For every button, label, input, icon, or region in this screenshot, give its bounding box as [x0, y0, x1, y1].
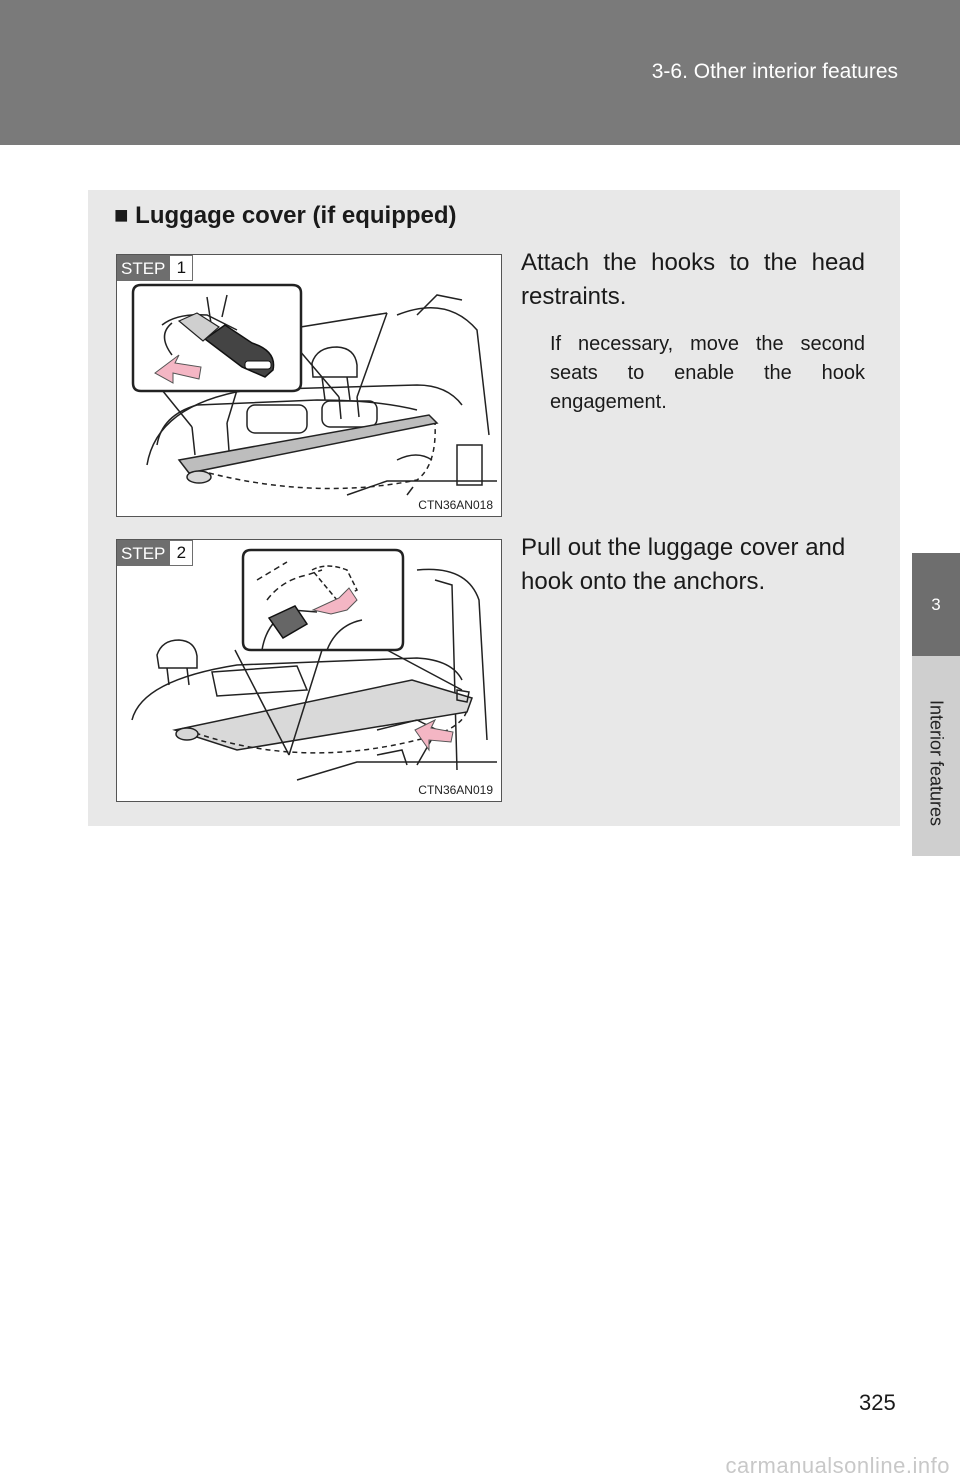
- watermark-text: carmanualsonline.info: [725, 1453, 950, 1478]
- header-title: 3-6. Other interior features: [651, 60, 898, 83]
- step2-illustration: [116, 539, 502, 802]
- step2-drawing: [117, 540, 501, 801]
- watermark: [0, 1448, 960, 1484]
- step1-note: If necessary, move the second seats to enable the hook engagement.: [550, 333, 865, 413]
- step1-instruction: Attach the hooks to the head restraints.: [521, 249, 865, 310]
- page-number: 325: [859, 1390, 896, 1415]
- chapter-label: Interior features: [926, 699, 947, 827]
- step1-badge: STEP 1: [117, 255, 193, 281]
- step2-badge: STEP 2: [117, 540, 193, 566]
- step2-figure-code: CTN36AN019: [418, 783, 493, 797]
- chapter-tab[interactable]: [912, 553, 960, 656]
- step1-figure-code: CTN36AN018: [418, 498, 493, 512]
- step2-instruction: Pull out the luggage cover and hook onto the anchors.: [521, 534, 846, 595]
- step1-drawing: [117, 255, 501, 516]
- chapter-number: 3: [931, 594, 941, 614]
- page-header: [0, 0, 960, 145]
- step1-illustration: [116, 254, 502, 517]
- section-title: ■ Luggage cover (if equipped): [114, 202, 457, 229]
